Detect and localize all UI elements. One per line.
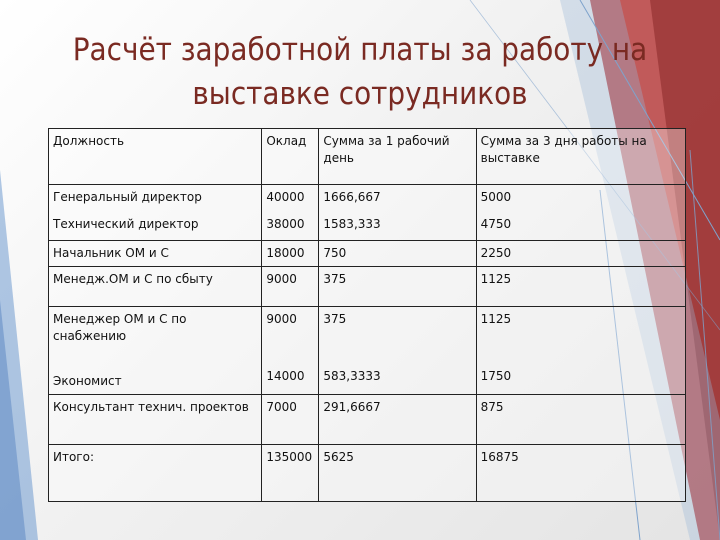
cell-per-3-days [476,185,685,241]
cell-text: Технический директор [53,217,199,231]
table-row [49,185,686,241]
cell-text: 14000 [266,369,305,383]
cell-text: 1750 [480,369,512,383]
cell-salary [262,307,319,395]
cell-text: Экономист [53,374,122,388]
cell-per-day [319,307,476,395]
cell-position: Начальник ОМ и С [49,241,262,267]
cell-text: Менеджер ОМ и С по снабжению [53,312,187,343]
cell-salary: 135000 [262,445,319,502]
cell-position [49,185,262,241]
cell-text: 375 [323,312,347,326]
cell-text: 583,3333 [323,369,381,383]
cell-text: 1666,667 [323,190,381,204]
cell-per-3-days [476,307,685,395]
cell-per-day: 375 [319,267,476,307]
cell-per-day: 5625 [319,445,476,502]
cell-per-3-days: 875 [476,395,685,445]
table-row [49,395,686,445]
cell-text: 40000 [266,190,305,204]
cell-position: Менедж.ОМ и С по сбыту [49,267,262,307]
cell-text: Генеральный директор [53,190,202,204]
title-line-1: Расчёт заработной платы за работу на [72,32,648,68]
cell-position: Итого: [49,445,262,502]
cell-position: Консультант технич. проектов [49,395,262,445]
table-row [49,445,686,502]
slide-title [30,28,690,116]
cell-per-day: 750 [319,241,476,267]
header-per-day: Сумма за 1 рабочий день [319,129,476,185]
cell-text: 38000 [266,217,305,231]
table-row [49,241,686,267]
cell-text: 1583,333 [323,217,381,231]
cell-per-day [319,185,476,241]
cell-per-3-days: 1125 [476,267,685,307]
cell-text: 9000 [266,312,297,326]
table-header-row [49,129,686,185]
cell-salary: 18000 [262,241,319,267]
table-row [49,307,686,395]
cell-salary: 9000 [262,267,319,307]
cell-salary: 7000 [262,395,319,445]
cell-per-day: 291,6667 [319,395,476,445]
title-line-2: выставке сотрудников [192,76,528,112]
salary-table [48,128,686,502]
cell-salary [262,185,319,241]
cell-text: 5000 [480,190,512,204]
table-row [49,267,686,307]
cell-per-3-days: 16875 [476,445,685,502]
cell-position [49,307,262,395]
cell-per-3-days: 2250 [476,241,685,267]
cell-text: 1125 [480,312,512,326]
header-position: Должность [49,129,262,185]
header-per-3-days: Сумма за 3 дня работы на выставке [476,129,685,185]
cell-text: 4750 [480,217,512,231]
header-salary: Оклад [262,129,319,185]
